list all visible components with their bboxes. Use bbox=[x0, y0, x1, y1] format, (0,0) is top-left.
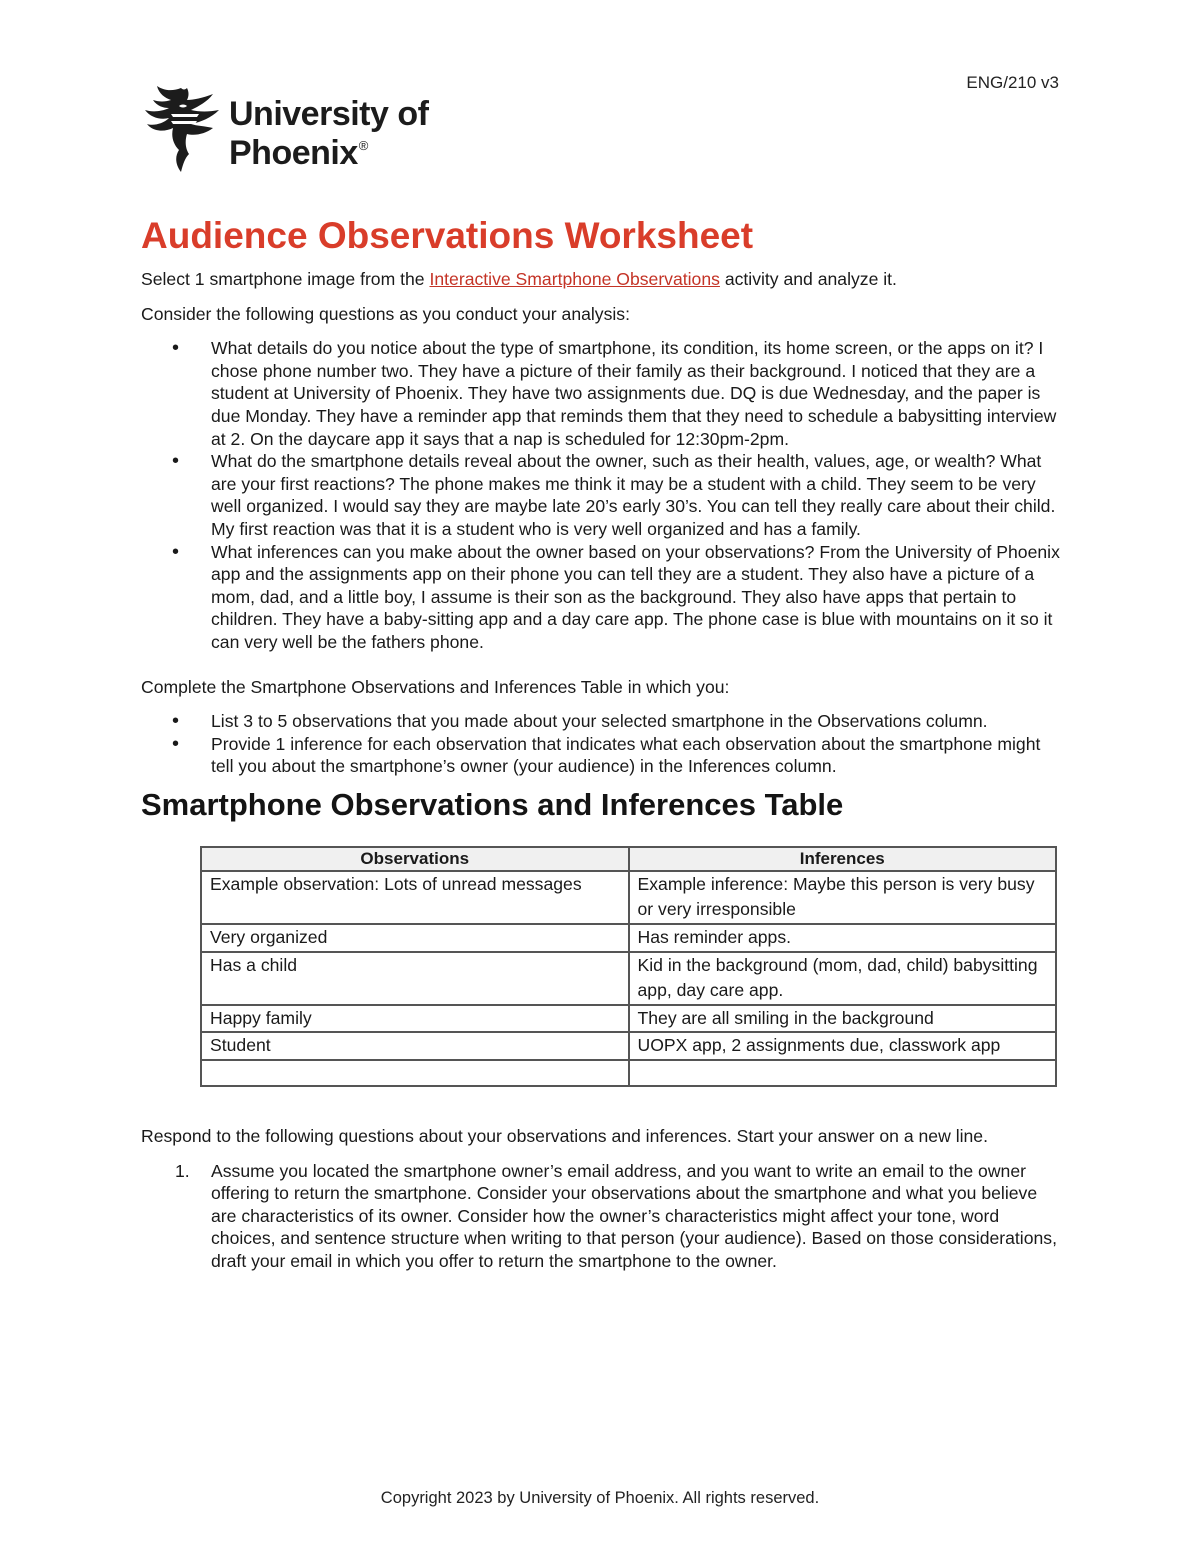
observations-table bbox=[200, 846, 1057, 1087]
inference-cell[interactable]: UOPX app, 2 assignments due, classwork app bbox=[629, 1032, 1057, 1060]
observation-cell[interactable]: Example observation: Lots of unread messages bbox=[201, 871, 629, 924]
inference-cell[interactable]: Has reminder apps. bbox=[629, 924, 1057, 952]
observation-cell[interactable]: Student bbox=[201, 1032, 629, 1060]
complete-heading: Complete the Smartphone Observations and Inferences Table in which you: bbox=[141, 676, 730, 697]
table-title: Smartphone Observations and Inferences Table bbox=[141, 786, 844, 822]
question-text: Assume you located the smartphone owner’s email address, and you want to write an email to the owner offering to return the smartphone. Consider your observations about the smartphone and what you believe are characteristics of its owner. Consider how the owner’s characteristics might affect your tone, word choices, and sentence structure when writing to that person (your audience). Based on those considerations, draft your email in which you offer to return the smartphone to the owner. bbox=[211, 1160, 1057, 1271]
complete-item: • Provide 1 inference for each observation that indicates what each observation about the smartphone might tell you about the smartphone’s owner (your audience) in the Inferences column. bbox=[141, 733, 1061, 778]
intro-paragraph: Select 1 smartphone image from the Interactive Smartphone Observations activity and analyze it. bbox=[141, 269, 897, 289]
observation-cell[interactable] bbox=[201, 1060, 629, 1086]
inferences-header: Inferences bbox=[629, 847, 1057, 871]
inference-cell[interactable]: Kid in the background (mom, dad, child) babysitting app, day care app. bbox=[629, 952, 1057, 1005]
interactive-smartphone-link[interactable]: Interactive Smartphone Observations bbox=[429, 269, 720, 289]
page-title: Audience Observations Worksheet bbox=[141, 215, 754, 256]
table-row bbox=[201, 1005, 1056, 1033]
table-row bbox=[201, 924, 1056, 952]
consider-item: • What inferences can you make about the owner based on your observations? From the University of Phoenix app and the assignments app on their phone you can tell they are a student. They also have a picture of a mom, dad, and a little boy, I assume is their son as the background. They also have apps that pertain to children. They have a baby-sitting app and a day care app. The phone case is blue with mountains on it so it can very well be the fathers phone. bbox=[141, 541, 1061, 654]
table-row bbox=[201, 1060, 1056, 1086]
table-header-row bbox=[201, 847, 1056, 871]
inference-cell[interactable] bbox=[629, 1060, 1057, 1086]
question-item bbox=[141, 1160, 1061, 1273]
question-number: 1. bbox=[175, 1160, 190, 1181]
table-row bbox=[201, 871, 1056, 924]
inference-cell[interactable]: They are all smiling in the background bbox=[629, 1005, 1057, 1033]
table-row bbox=[201, 1032, 1056, 1060]
observation-cell[interactable]: Happy family bbox=[201, 1005, 629, 1033]
inference-cell[interactable]: Example inference: Maybe this person is very busy or very irresponsible bbox=[629, 871, 1057, 924]
university-logo bbox=[141, 84, 561, 176]
main-content bbox=[141, 214, 1061, 1273]
observation-cell[interactable]: Has a child bbox=[201, 952, 629, 1005]
observations-header: Observations bbox=[201, 847, 629, 871]
consider-item: • What do the smartphone details reveal about the owner, such as their health, values, age, or wealth? What are your first reactions? The phone makes me think it may be a student with a child. They seem to be very well organized. I would say they are maybe late 20’s early 30’s. You can tell they really care about their child. My first reaction was that it is a student who is very well organized and has a family. bbox=[141, 450, 1061, 540]
consider-item: • What details do you notice about the type of smartphone, its condition, its home screen, or the apps on it? I chose phone number two. They have a picture of their family as their background. I noticed that they are a student at University of Phoenix. They have two assignments due. DQ is due Wednesday, and the paper is due Monday. They have a reminder app that reminds them that they need to schedule a babysitting interview at 2. On the daycare app it says that a nap is scheduled for 12:30pm-2pm. bbox=[141, 337, 1061, 450]
respond-heading: Respond to the following questions about your observations and inferences. Start your answer on a new line. bbox=[141, 1126, 988, 1147]
consider-list bbox=[141, 337, 1061, 653]
complete-item: • List 3 to 5 observations that you made about your selected smartphone in the Observations column. bbox=[141, 710, 1061, 733]
copyright-footer: Copyright 2023 by University of Phoenix. All rights reserved. bbox=[380, 1489, 820, 1507]
questions-list bbox=[141, 1160, 1061, 1273]
observation-cell[interactable]: Very organized bbox=[201, 924, 629, 952]
consider-heading: Consider the following questions as you conduct your analysis: bbox=[141, 303, 630, 324]
phoenix-bird-icon bbox=[141, 84, 223, 176]
complete-list bbox=[141, 710, 1061, 778]
course-code: ENG/210 v3 bbox=[966, 73, 1059, 92]
table-row bbox=[201, 952, 1056, 1005]
logo-wordmark: University of Phoenix® bbox=[229, 95, 429, 172]
